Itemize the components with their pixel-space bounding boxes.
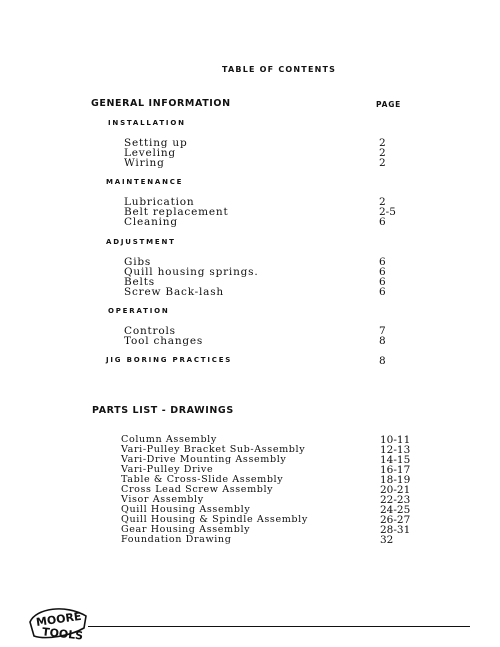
parts-item-label: Quill Housing & Spindle Assembly: [121, 514, 308, 525]
toc-item-label: Cleaning: [124, 216, 178, 228]
page-title: TABLE OF CONTENTS: [222, 65, 337, 74]
page-column-heading: PAGE: [376, 100, 402, 109]
parts-item-page: 16-17: [380, 464, 411, 476]
parts-item-label: Table & Cross-Slide Assembly: [121, 474, 284, 485]
toc-item-label: Lubrication: [124, 196, 195, 208]
toc-item-label: Setting up: [124, 137, 188, 149]
footer-rule: [88, 626, 470, 627]
toc-item-page: 2: [379, 137, 386, 149]
parts-item-label: Vari-Drive Mounting Assembly: [121, 454, 287, 465]
toc-item-label: Controls: [124, 325, 176, 337]
toc-item-label: Wiring: [124, 157, 165, 169]
parts-item-page: 20-21: [380, 484, 411, 496]
toc-item-page: 8: [379, 335, 386, 347]
toc-item-label: Leveling: [124, 147, 176, 159]
toc-item-label: Belt replacement: [124, 206, 229, 218]
toc-item-page: 6: [379, 256, 386, 268]
parts-item-page: 12-13: [380, 444, 411, 456]
toc-item-page: 6: [379, 216, 386, 228]
toc-item-page: 6: [379, 266, 386, 278]
section-title-installation: INSTALLATION: [108, 119, 186, 127]
section-title-maintenance: MAINTENANCE: [106, 178, 184, 186]
toc-item-page: 2: [379, 157, 386, 169]
parts-item-page: 28-31: [380, 524, 411, 536]
toc-item-page: 2: [379, 147, 386, 159]
parts-item-page: 24-25: [380, 504, 411, 516]
parts-item-page: 14-15: [380, 454, 411, 466]
parts-item-label: Gear Housing Assembly: [121, 524, 251, 535]
section-title-jig-boring: JIG BORING PRACTICES: [106, 356, 233, 364]
toc-item-page: 6: [379, 276, 386, 288]
toc-item-label: Belts: [124, 276, 155, 288]
parts-item-label: Visor Assembly: [121, 494, 204, 505]
toc-item-label: Screw Back-lash: [124, 286, 224, 298]
parts-item-page: 22-23: [380, 494, 411, 506]
parts-item-label: Vari-Pulley Bracket Sub-Assembly: [121, 444, 306, 455]
toc-item-page: 8: [379, 355, 386, 367]
parts-item-label: Quill Housing Assembly: [121, 504, 251, 515]
svg-text:TOOLS: TOOLS: [41, 625, 84, 643]
section-title-operation: OPERATION: [108, 307, 170, 315]
parts-item-label: Foundation Drawing: [121, 534, 232, 545]
parts-item-label: Vari-Pulley Drive: [121, 464, 214, 475]
toc-item-label: Tool changes: [124, 335, 204, 347]
parts-item-label: Column Assembly: [121, 434, 217, 445]
parts-item-page: 10-11: [380, 434, 411, 446]
toc-item-page: 2: [379, 196, 386, 208]
toc-item-label: Gibs: [124, 256, 152, 268]
parts-item-page: 26-27: [380, 514, 411, 526]
toc-item-page: 2-5: [379, 206, 396, 218]
toc-item-page: 7: [379, 325, 386, 337]
parts-item-page: 32: [380, 534, 394, 546]
parts-item-label: Cross Lead Screw Assembly: [121, 484, 274, 495]
toc-item-label: Quill housing springs.: [124, 266, 259, 278]
general-information-heading: GENERAL INFORMATION: [91, 98, 231, 109]
parts-item-page: 18-19: [380, 474, 411, 486]
section-title-adjustment: ADJUSTMENT: [106, 238, 176, 246]
parts-list-heading: PARTS LIST - DRAWINGS: [92, 405, 234, 416]
toc-item-page: 6: [379, 286, 386, 298]
moore-tools-logo: [26, 606, 92, 644]
svg-text:MOORE: MOORE: [35, 609, 83, 630]
